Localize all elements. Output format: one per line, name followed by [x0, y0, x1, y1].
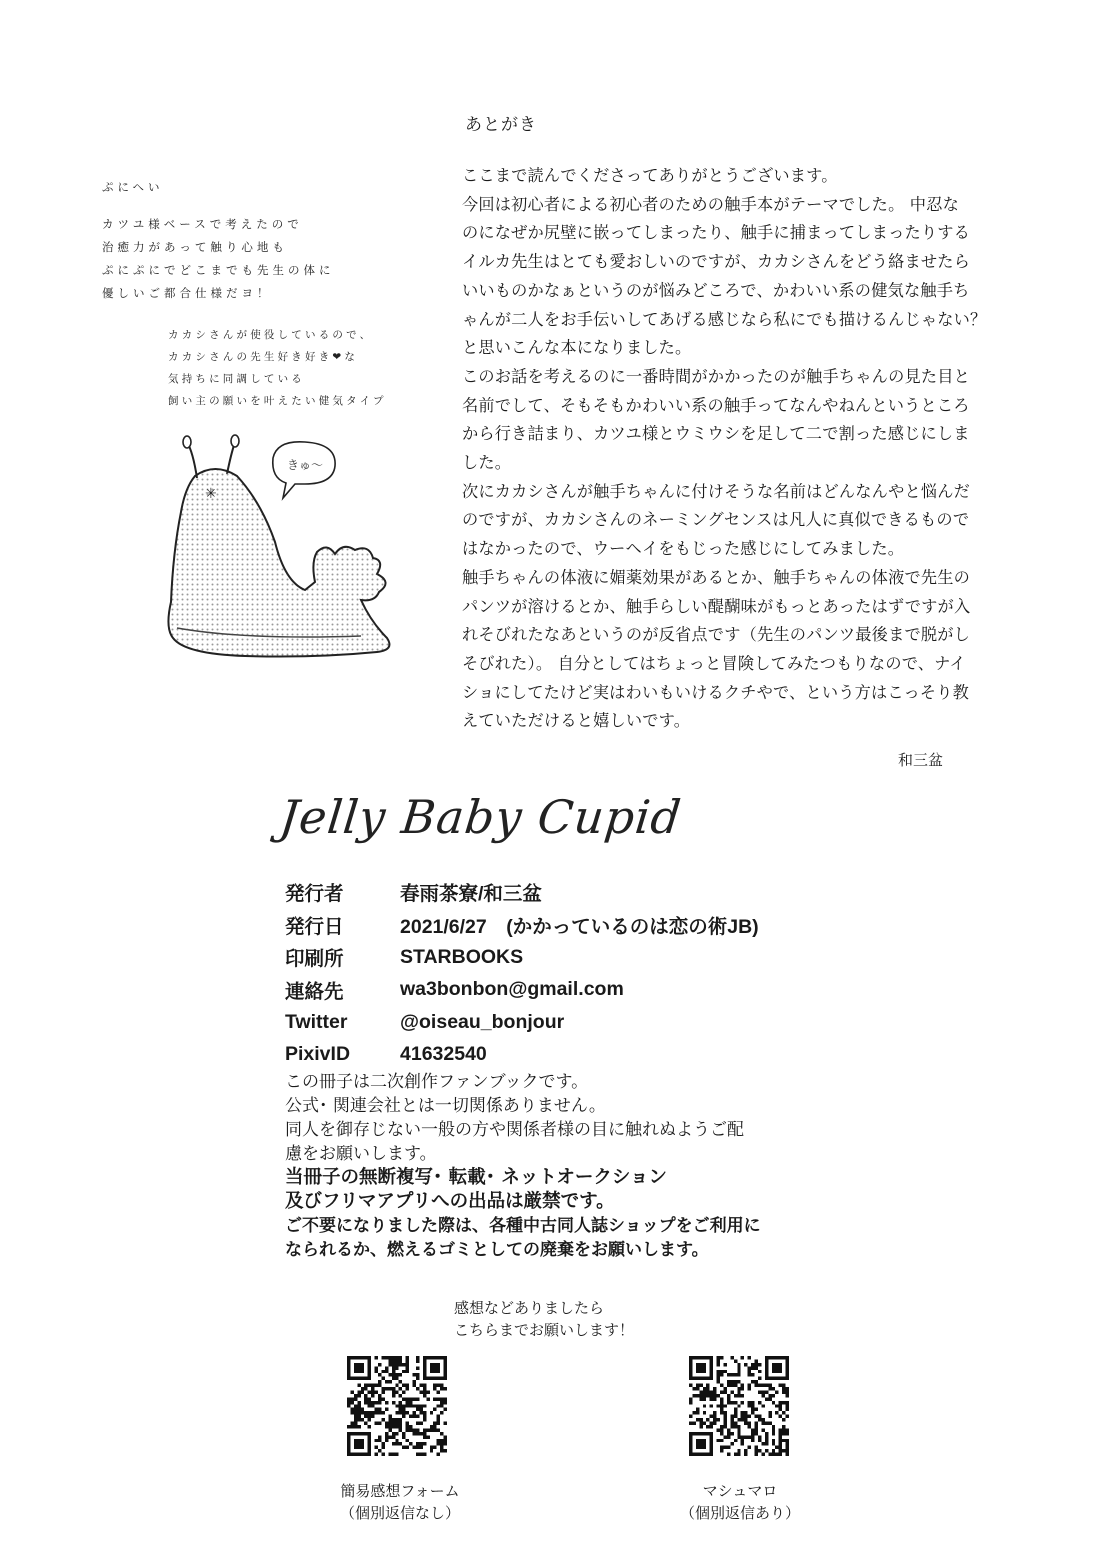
marshmallow-qr-code[interactable] — [689, 1356, 789, 1456]
qr-subtitle: （個別返信なし） — [339, 1504, 460, 1522]
colophon-value: 春雨茶寮/和三盆 — [400, 883, 542, 906]
feedback-form-label — [300, 1480, 500, 1524]
afterword-line: ゃんが二人をお手伝いしてあげる感じなら私にでも描けるんじゃない？ — [462, 309, 987, 329]
afterword-body — [462, 162, 1007, 736]
afterword-line: ここまで読んでくださってありがとうございます。 — [462, 166, 838, 185]
slug-mascot-illustration — [165, 432, 415, 672]
notice-line — [285, 1166, 761, 1190]
speech-bubble — [273, 442, 335, 498]
afterword-line: 次にカカシさんが触手ちゃんに付けそうな名前はどんなんやと悩んだ — [462, 481, 971, 501]
feedback-request — [454, 1297, 634, 1341]
marshmallow-label — [640, 1480, 840, 1524]
notice-line: 慮をお願いします。 — [285, 1144, 437, 1164]
afterword-line: はなかったので、ウーヘイをもじった感じにしてみました。 — [462, 539, 905, 559]
colophon-key: 連絡先 — [285, 980, 344, 1003]
request-line: こちらまでお願いします！ — [454, 1321, 635, 1339]
afterword-line: イルカ先生はとても愛おしいのですが、カカシさんをどう絡ませたら — [462, 252, 971, 272]
notice-emphasis: 無断複写･ 転載･ ネットオークション — [359, 1167, 667, 1188]
colophon-row-pixiv — [285, 1039, 759, 1072]
afterword-line: から行き詰まり、カツユ様とウミウシを足して二で割った感じにしま — [462, 424, 970, 444]
fanbook-notice — [285, 1070, 761, 1262]
colophon-table — [285, 876, 759, 1071]
colophon-key: PixivID — [285, 1043, 351, 1066]
svg-text:✳: ✳ — [205, 486, 217, 502]
qr-title: マシュマロ — [702, 1482, 778, 1500]
colophon-key: 発行者 — [285, 883, 344, 906]
colophon-row-publisher — [285, 876, 759, 909]
afterword-line: 今回は初心者による初心者のための触手本がテーマでした。 中忍な — [462, 194, 959, 214]
book-title: Jelly Baby Cupid — [277, 790, 685, 844]
contact-email: wa3bonbon@gmail.com — [400, 978, 624, 1001]
mascot-note-1 — [102, 176, 335, 305]
note-line: 優しいご都合仕様だヨ！ — [102, 286, 273, 300]
mascot-note-2 — [168, 324, 387, 412]
twitter-handle: @oiseau_bonjour — [400, 1010, 565, 1033]
colophon-row-printer — [285, 941, 759, 974]
request-line: 感想などありましたら — [454, 1299, 605, 1317]
afterword-line: えていただけると嬉しいです。 — [462, 711, 691, 731]
notice-line: なられるか、燃えるゴミとしての廃棄をお願いします。 — [285, 1240, 709, 1260]
notice-line: ご不要になりました際は、各種中古同人誌ショップをご利用に — [285, 1216, 761, 1236]
colophon-key: 印刷所 — [285, 948, 344, 971]
afterword-line: した。 — [462, 453, 512, 473]
afterword-line: 名前でして、そもそもかわいい系の触手ってなんやねんというところ — [462, 395, 970, 415]
qr-subtitle: （個別返信あり） — [679, 1504, 800, 1522]
notice-text: です。 — [560, 1191, 615, 1212]
afterword-line: と思いこんな本になりました。 — [462, 338, 692, 358]
notice-line: この冊子は二次創作ファンブックです。 — [285, 1072, 589, 1092]
afterword-line: パンツが溶けるとか、触手らしい醍醐味がもっとあったはずですが入 — [462, 596, 971, 616]
notice-line: 公式･ 関連会社とは一切関係ありません。 — [285, 1096, 606, 1116]
notice-line: 同人を御存じない一般の方や関係者様の目に触れぬようご配 — [285, 1120, 744, 1140]
note-line: 治癒力があって触り心地も — [102, 240, 288, 254]
notice-text: 当冊子の — [285, 1167, 360, 1188]
note-line: カカシさんが使役しているので、 — [168, 329, 374, 341]
afterword-line: 触手ちゃんの体液に媚薬効果があるとか、触手ちゃんの体液で先生の — [462, 567, 971, 587]
afterword-line: そびれた）。 自分としてはちょっと冒険してみたつもりなので、ナイ — [462, 653, 966, 673]
colophon-row-twitter — [285, 1006, 759, 1039]
notice-line — [285, 1190, 761, 1214]
note-line: ぷにぷにでどこまでも先生の体に — [102, 263, 335, 277]
afterword-line: このお話を考えるのに一番時間がかかったのが触手ちゃんの見た目と — [462, 366, 971, 386]
afterword-line: のですが、カカシさんのネーミングセンスは凡人に真似できるもので — [462, 510, 970, 530]
note-line: 飼い主の願いを叶えたい健気タイプ — [168, 395, 387, 407]
afterword-line: いいものかなぁというのが悩みどころで、かわいい系の健気な触手ち — [462, 280, 970, 300]
note-line: カツユ様ベースで考えたので — [102, 217, 303, 231]
afterword-signature: 和三盆 — [898, 751, 944, 769]
colophon-value: STARBOOKS — [400, 945, 524, 968]
feedback-form-qr-code[interactable] — [347, 1356, 447, 1456]
colophon-value: 2021/6/27 (かかっているのは恋の術JB) — [400, 915, 759, 938]
colophon-row-date — [285, 909, 759, 942]
pixiv-id: 41632540 — [400, 1043, 487, 1066]
colophon-key: Twitter — [285, 1010, 348, 1033]
note-line: カカシさんの先生好き好き❤な — [168, 351, 359, 363]
afterword-line: ショにしてたけど実はわいもいけるクチやで、という方はこっそり教 — [462, 682, 970, 702]
mascot-name: ぷにへい — [102, 180, 164, 194]
afterword-line: れそびれたなあというのが反省点です（先生のパンツ最後まで脱がし — [462, 625, 971, 645]
afterword-heading: あとがき — [465, 115, 537, 135]
afterword-line: のになぜか尻壁に嵌ってしまったり、触手に捕まってしまったりする — [462, 223, 971, 243]
speech-text: きゅ〜 — [287, 458, 324, 472]
notice-emphasis: 及びフリマアプリへの出品は厳禁 — [285, 1191, 561, 1212]
colophon-row-contact — [285, 974, 759, 1007]
note-line: 気持ちに同調している — [168, 373, 305, 385]
qr-title: 簡易感想フォーム — [340, 1482, 460, 1500]
colophon-key: 発行日 — [285, 915, 344, 938]
